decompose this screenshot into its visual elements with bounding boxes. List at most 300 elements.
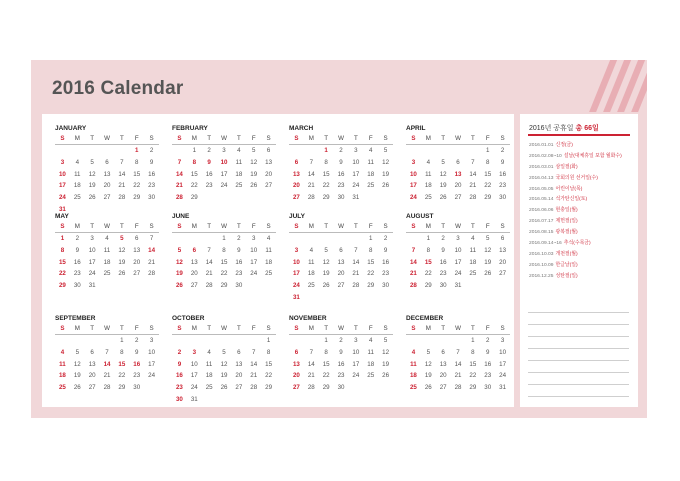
month-january	[55, 124, 159, 216]
weekday-label: F	[134, 135, 139, 142]
empty-day	[100, 280, 115, 292]
day-cell: 10	[88, 246, 96, 254]
weekday-label: W	[221, 223, 227, 230]
empty-day	[319, 292, 334, 304]
day-cell: 20	[292, 372, 300, 380]
month-may	[55, 212, 159, 292]
day-cell: 28	[352, 282, 360, 290]
holiday-name: 신정(금)	[555, 143, 573, 148]
week-row	[406, 245, 510, 257]
empty-day	[363, 292, 378, 304]
day-cell: 17	[148, 360, 156, 368]
week-row	[289, 257, 393, 269]
holiday-name: 설날(대체휴일 포함 월화수)	[563, 153, 622, 159]
day-cell: 9	[441, 246, 445, 254]
day-cell: 7	[309, 158, 314, 166]
day-cell: 29	[484, 194, 492, 202]
day-cell: 31	[88, 282, 96, 290]
week-row	[289, 169, 393, 181]
day-cell: 17	[250, 258, 258, 266]
weekday-header	[172, 133, 276, 145]
day-cell: 26	[439, 194, 447, 202]
weekday-label: M	[425, 325, 431, 332]
day-cell: 18	[469, 258, 477, 266]
day-cell: 15	[118, 360, 126, 368]
empty-day	[363, 192, 378, 204]
day-cell: 12	[250, 158, 258, 166]
day-cell: 25	[265, 270, 273, 278]
day-cell: 5	[120, 235, 124, 242]
day-cell: 14	[469, 170, 477, 178]
day-cell: 10	[454, 246, 462, 254]
week-row	[55, 370, 159, 382]
empty-day	[100, 335, 115, 347]
day-cell: 13	[190, 258, 198, 266]
empty-day	[406, 145, 421, 157]
day-cell: 12	[424, 360, 432, 368]
weekday-label: T	[353, 135, 358, 142]
empty-day	[231, 335, 246, 347]
day-cell: 31	[499, 384, 507, 392]
day-cell: 29	[322, 384, 330, 392]
day-cell: 1	[60, 235, 65, 242]
day-cell: 21	[103, 372, 111, 380]
empty-day	[85, 145, 100, 157]
day-cell: 3	[500, 337, 505, 344]
holidays-title	[529, 123, 599, 133]
day-cell: 15	[424, 258, 432, 266]
day-cell: 14	[118, 170, 126, 178]
day-cell: 7	[456, 348, 460, 356]
day-cell: 22	[484, 182, 492, 190]
weekday-label: T	[119, 325, 124, 332]
day-cell: 26	[250, 182, 258, 190]
day-cell: 23	[235, 270, 243, 278]
week-row	[55, 257, 159, 269]
empty-day	[348, 292, 363, 304]
month-name: JANUARY	[55, 125, 87, 132]
day-cell: 19	[424, 372, 432, 380]
week-row	[55, 145, 159, 157]
empty-day	[289, 145, 304, 157]
day-cell: 13	[337, 258, 345, 266]
day-cell: 24	[220, 182, 228, 190]
day-cell: 19	[382, 170, 390, 178]
day-cell: 17	[58, 182, 66, 190]
day-cell: 13	[88, 360, 96, 368]
holiday-item	[529, 152, 633, 163]
month-april	[406, 124, 510, 204]
week-row	[406, 268, 510, 280]
day-cell: 16	[235, 258, 243, 266]
day-cell: 7	[105, 348, 109, 356]
holiday-item	[529, 217, 633, 228]
day-cell: 9	[75, 246, 80, 254]
day-cell: 9	[500, 158, 505, 166]
holidays-total: 총 66일	[575, 125, 599, 132]
holiday-item	[529, 272, 633, 283]
weekday-label: S	[294, 325, 299, 332]
weekday-label: S	[149, 325, 154, 332]
month-september	[55, 314, 159, 394]
day-cell: 28	[469, 194, 477, 202]
day-cell: 7	[207, 246, 211, 254]
empty-day	[202, 394, 217, 406]
day-cell: 5	[486, 235, 490, 242]
day-cell: 16	[337, 360, 345, 368]
day-cell: 10	[352, 158, 360, 166]
day-cell: 28	[175, 194, 183, 202]
day-cell: 6	[237, 348, 241, 356]
empty-day	[421, 335, 436, 347]
day-cell: 11	[265, 246, 272, 254]
day-cell: 23	[439, 270, 447, 278]
weekday-label: T	[90, 223, 95, 230]
day-cell: 15	[322, 360, 330, 368]
day-cell: 6	[90, 348, 94, 356]
day-cell: 23	[382, 270, 390, 278]
day-cell: 18	[58, 372, 66, 380]
day-cell: 11	[425, 170, 432, 178]
month-name: JUNE	[172, 213, 190, 220]
week-row	[406, 347, 510, 359]
day-cell: 17	[499, 360, 507, 368]
day-cell: 29	[424, 282, 432, 290]
week-row	[406, 145, 510, 157]
day-cell: 19	[88, 182, 96, 190]
empty-day	[246, 394, 261, 406]
holiday-item	[529, 228, 633, 239]
day-cell: 20	[439, 372, 447, 380]
weekday-header	[289, 323, 393, 335]
day-cell: 8	[369, 246, 373, 254]
day-cell: 2	[339, 337, 343, 344]
day-cell: 10	[409, 170, 417, 178]
week-row	[55, 180, 159, 192]
weekday-label: M	[191, 135, 197, 142]
day-cell: 2	[500, 147, 505, 154]
day-cell: 18	[307, 270, 315, 278]
day-cell: 10	[250, 246, 258, 254]
day-cell: 5	[75, 348, 80, 356]
day-cell: 8	[324, 158, 328, 166]
day-cell: 2	[441, 235, 445, 242]
day-cell: 22	[133, 182, 141, 190]
day-cell: 25	[73, 194, 81, 202]
weekday-label: F	[485, 325, 490, 332]
day-cell: 10	[292, 258, 300, 266]
empty-day	[304, 292, 319, 304]
day-cell: 14	[250, 360, 258, 368]
weekday-label: S	[383, 325, 388, 332]
weekday-label: S	[500, 223, 505, 230]
week-row	[172, 169, 276, 181]
blank-line	[528, 384, 629, 385]
day-cell: 13	[454, 170, 462, 178]
weekday-label: S	[411, 135, 416, 142]
blank-line	[528, 312, 629, 313]
day-cell: 21	[307, 182, 315, 190]
holidays-divider	[528, 134, 630, 136]
day-cell: 21	[409, 270, 417, 278]
day-cell: 17	[292, 270, 300, 278]
empty-day	[378, 192, 393, 204]
day-cell: 9	[339, 348, 343, 356]
day-cell: 19	[484, 258, 492, 266]
weekday-label: F	[134, 223, 139, 230]
day-cell: 24	[88, 270, 96, 278]
week-row	[406, 335, 510, 347]
day-cell: 6	[339, 246, 343, 254]
week-row	[289, 335, 393, 347]
day-cell: 15	[367, 258, 375, 266]
day-cell: 22	[367, 270, 375, 278]
empty-day	[261, 394, 276, 406]
day-cell: 30	[337, 194, 345, 202]
day-cell: 6	[441, 348, 445, 356]
day-cell: 24	[190, 384, 198, 392]
month-july	[289, 212, 393, 304]
week-row	[406, 169, 510, 181]
weekday-label: F	[134, 325, 139, 332]
day-cell: 13	[133, 246, 141, 254]
week-row	[289, 157, 393, 169]
day-cell: 30	[73, 282, 81, 290]
day-cell: 8	[222, 246, 226, 254]
day-cell: 23	[484, 372, 492, 380]
weekday-label: T	[470, 223, 475, 230]
empty-day	[85, 335, 100, 347]
day-cell: 17	[409, 182, 417, 190]
day-cell: 27	[439, 384, 447, 392]
day-cell: 27	[292, 194, 300, 202]
day-cell: 15	[220, 258, 228, 266]
day-cell: 1	[426, 235, 431, 242]
weekday-label: W	[104, 325, 110, 332]
day-cell: 18	[424, 182, 432, 190]
day-cell: 27	[133, 270, 141, 278]
day-cell: 24	[148, 372, 156, 380]
week-row	[55, 359, 159, 371]
empty-day	[70, 145, 85, 157]
week-row	[172, 370, 276, 382]
day-cell: 16	[175, 372, 183, 380]
day-cell: 15	[265, 360, 273, 368]
holiday-date: 2016.03.01	[529, 164, 554, 170]
day-cell: 5	[177, 246, 182, 254]
day-cell: 26	[484, 270, 492, 278]
empty-day	[363, 382, 378, 394]
month-august	[406, 212, 510, 292]
day-cell: 27	[265, 182, 273, 190]
day-cell: 7	[177, 158, 182, 166]
weekday-label: S	[266, 325, 271, 332]
day-cell: 22	[322, 182, 330, 190]
day-cell: 29	[469, 384, 477, 392]
day-cell: 9	[339, 158, 343, 166]
day-cell: 9	[149, 158, 154, 166]
empty-day	[378, 292, 393, 304]
day-cell: 6	[456, 158, 460, 166]
day-cell: 11	[74, 170, 81, 178]
weekday-label: F	[251, 223, 256, 230]
day-cell: 18	[73, 182, 81, 190]
weekday-label: T	[441, 223, 446, 230]
empty-day	[172, 145, 187, 157]
day-cell: 2	[237, 235, 241, 242]
day-cell: 24	[352, 372, 360, 380]
day-cell: 20	[235, 372, 243, 380]
day-cell: 7	[354, 246, 358, 254]
day-cell: 21	[175, 182, 183, 190]
empty-day	[231, 192, 246, 204]
day-cell: 22	[190, 182, 198, 190]
day-cell: 15	[190, 170, 198, 178]
holiday-name: 석가탄신일(토)	[555, 197, 588, 203]
day-cell: 26	[220, 384, 228, 392]
holiday-item	[529, 185, 633, 196]
week-row	[406, 370, 510, 382]
day-cell: 10	[58, 170, 66, 178]
day-cell: 2	[383, 235, 388, 242]
weekday-label: F	[368, 135, 373, 142]
weekday-label: T	[353, 325, 358, 332]
empty-day	[172, 335, 187, 347]
week-row	[172, 280, 276, 292]
empty-day	[261, 280, 276, 292]
day-cell: 25	[409, 384, 417, 392]
day-cell: 21	[250, 372, 258, 380]
month-name: DECEMBER	[406, 315, 444, 322]
day-cell: 22	[265, 372, 273, 380]
weekday-label: S	[266, 223, 271, 230]
day-cell: 8	[120, 348, 124, 356]
empty-day	[100, 145, 115, 157]
day-cell: 4	[60, 348, 65, 356]
day-cell: 21	[469, 182, 477, 190]
day-cell: 26	[88, 194, 96, 202]
week-row	[289, 192, 393, 204]
day-cell: 24	[250, 270, 258, 278]
holiday-name: 추석(수목금)	[563, 241, 591, 247]
day-cell: 9	[486, 348, 490, 356]
day-cell: 26	[118, 270, 126, 278]
day-cell: 20	[88, 372, 96, 380]
day-cell: 1	[266, 337, 271, 344]
month-november	[289, 314, 393, 394]
week-row	[55, 268, 159, 280]
day-cell: 5	[252, 147, 256, 154]
day-cell: 25	[469, 270, 477, 278]
empty-day	[406, 233, 421, 245]
day-cell: 24	[454, 270, 462, 278]
day-cell: 3	[411, 158, 416, 166]
empty-day	[304, 145, 319, 157]
day-cell: 30	[175, 395, 183, 403]
weekday-header	[289, 221, 393, 233]
day-cell: 13	[499, 246, 507, 254]
day-cell: 17	[352, 170, 360, 178]
day-cell: 16	[499, 170, 507, 178]
day-cell: 20	[499, 258, 507, 266]
weekday-header	[55, 323, 159, 335]
day-cell: 3	[149, 337, 154, 344]
day-cell: 4	[309, 246, 314, 254]
day-cell: 30	[439, 282, 447, 290]
week-row	[55, 335, 159, 347]
day-cell: 18	[235, 170, 243, 178]
week-row	[289, 145, 393, 157]
week-row	[172, 335, 276, 347]
day-cell: 16	[73, 258, 81, 266]
week-row	[289, 245, 393, 257]
day-cell: 5	[441, 158, 445, 166]
weekday-label: W	[221, 325, 227, 332]
empty-day	[289, 233, 304, 245]
empty-day	[246, 280, 261, 292]
day-cell: 4	[266, 235, 271, 242]
day-cell: 29	[58, 282, 66, 290]
day-cell: 12	[73, 360, 81, 368]
day-cell: 4	[207, 348, 211, 356]
day-cell: 26	[424, 384, 432, 392]
day-cell: 7	[309, 348, 314, 356]
blank-line	[528, 396, 629, 397]
day-cell: 19	[175, 270, 183, 278]
holiday-name: 개천절(월)	[555, 251, 578, 257]
day-cell: 28	[205, 282, 213, 290]
day-cell: 3	[354, 147, 358, 154]
day-cell: 20	[265, 170, 273, 178]
day-cell: 20	[292, 182, 300, 190]
day-cell: 28	[250, 384, 258, 392]
week-row	[289, 292, 393, 304]
weekday-label: W	[455, 325, 461, 332]
weekday-header	[406, 133, 510, 145]
empty-day	[378, 382, 393, 394]
day-cell: 20	[133, 258, 141, 266]
day-cell: 23	[148, 182, 156, 190]
weekday-label: W	[338, 325, 344, 332]
day-cell: 6	[105, 158, 109, 166]
day-cell: 16	[133, 360, 141, 368]
weekday-label: T	[236, 325, 241, 332]
holiday-name: 국회의원 선거일(수)	[555, 175, 598, 181]
day-cell: 5	[90, 158, 94, 166]
week-row	[289, 370, 393, 382]
weekday-label: T	[470, 135, 475, 142]
day-cell: 26	[73, 384, 81, 392]
day-cell: 7	[471, 158, 475, 166]
day-cell: 1	[120, 337, 124, 344]
week-row	[289, 382, 393, 394]
weekday-label: W	[221, 135, 227, 142]
empty-day	[261, 192, 276, 204]
empty-day	[202, 233, 217, 245]
week-row	[55, 245, 159, 257]
holidays-panel	[520, 114, 638, 407]
empty-day	[144, 382, 159, 394]
day-cell: 29	[367, 282, 375, 290]
empty-day	[436, 145, 451, 157]
day-cell: 18	[265, 258, 273, 266]
holiday-item	[529, 261, 633, 272]
week-row	[55, 169, 159, 181]
weekday-label: F	[368, 325, 373, 332]
day-cell: 13	[103, 170, 111, 178]
day-cell: 9	[383, 246, 388, 254]
weekday-label: T	[441, 325, 446, 332]
